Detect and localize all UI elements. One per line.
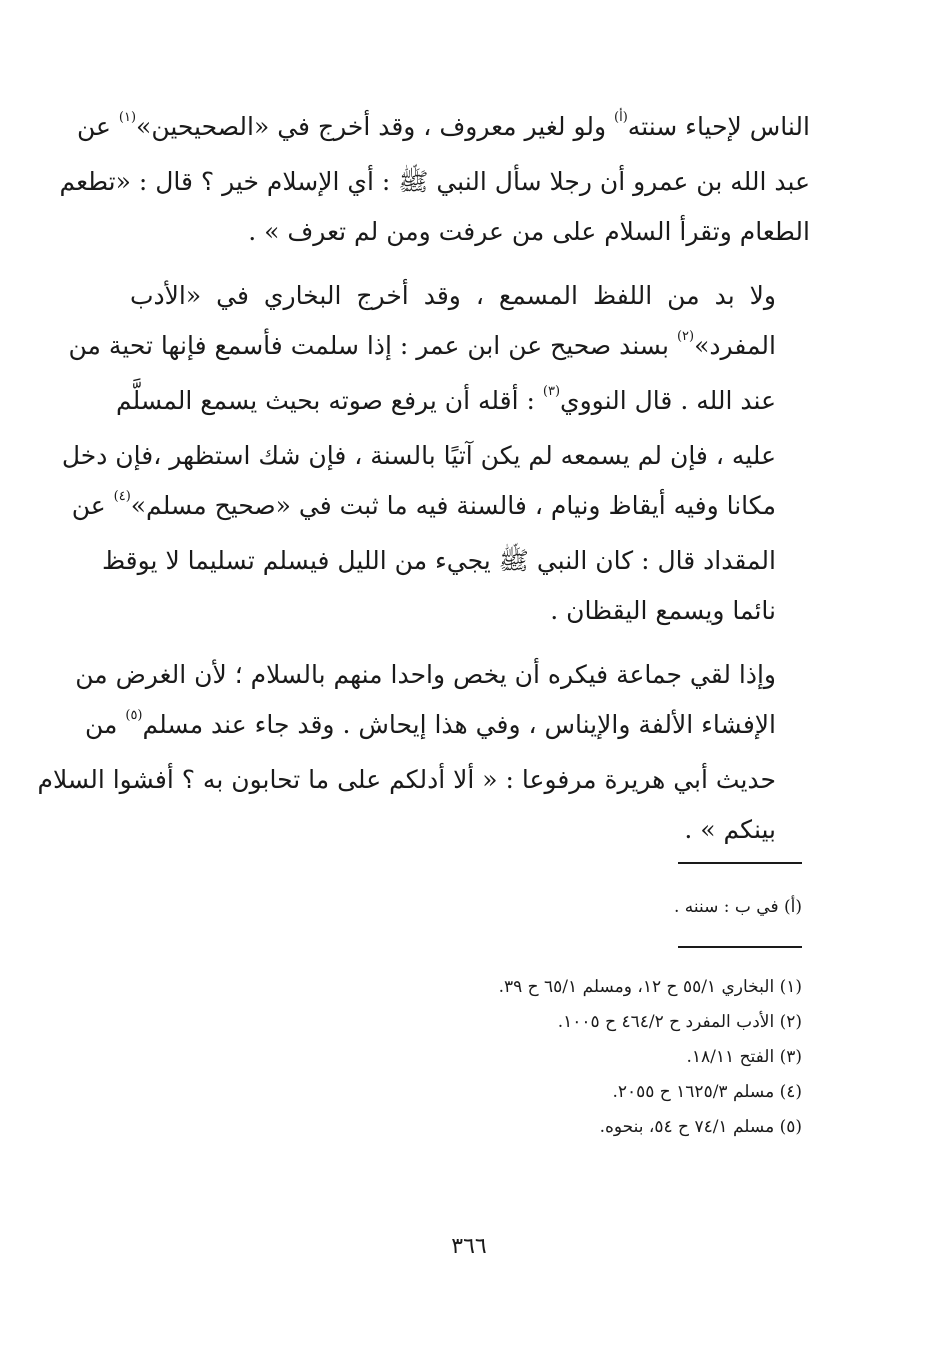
footnote-separator-sources xyxy=(678,946,802,948)
footnote-item: (٣) الفتح ١٨/١١. xyxy=(686,1047,802,1067)
paragraph-line: حديث أبي هريرة مرفوعا : « ألا أدلكم على ما تحابون به ؟ أفشوا السلام xyxy=(37,765,776,794)
paragraph-line: الإفشاء الألفة والإيناس ، وفي هذا إيحاش . وقد جاء عند مسلم$^{(٥)}$ من xyxy=(84,708,776,739)
paragraph-line: عند الله . قال النووي$^{(٣)}$ : أقله أن يرفع صوته بحيث يسمع المسلَّم xyxy=(116,384,776,415)
footnote-item: (٤) مسلم ١٦٢٥/٣ ح ٢٠٥٥. xyxy=(612,1082,802,1102)
paragraph-line: بينكم » . xyxy=(684,815,776,844)
footnote-separator-variant xyxy=(678,862,802,864)
footnote-marker: (٥) xyxy=(125,708,143,723)
footnote-item: (١) البخاري ٥٥/١ ح ١٢، ومسلم ٦٥/١ ح ٣٩. xyxy=(498,977,802,997)
footnote-item: (٢) الأدب المفرد ح ٤٦٤/٢ ح ١٠٠٥. xyxy=(557,1012,802,1032)
footnote-marker: (٢) xyxy=(676,329,695,344)
paragraph-3 xyxy=(37,650,810,855)
paragraph-line: مكانا وفيه أيقاظ ونيام ، فالسنة فيه ما ثبت في «صحيح مسلم»$^{(٤)}$ عن xyxy=(71,489,776,520)
paragraph-line: الناس لإحياء سنته$^{(أ)}$ ولو لغير معروف ، وقد أخرج في «الصحيحين»$^{(١)}$ عن xyxy=(76,110,810,141)
paragraph-1 xyxy=(59,102,810,257)
paragraph-2 xyxy=(61,271,810,636)
paragraph-line: عبد الله بن عمرو أن رجلا سأل النبي ﷺ : أي الإسلام خير ؟ قال : «تطعم xyxy=(59,167,810,196)
footnote-marker: (٤) xyxy=(113,489,131,504)
paragraph-line: المقداد قال : كان النبي ﷺ يجيء من الليل فيسلم تسليما لا يوقظ xyxy=(101,546,776,575)
paragraph-line: ولا بد من اللفظ المسمع ، وقد أخرج البخاري في «الأدب xyxy=(130,281,776,310)
paragraph-line: الطعام وتقرأ السلام على من عرفت ومن لم تعرف » . xyxy=(248,217,810,246)
footnote-marker: (أ) xyxy=(614,110,628,125)
footnote-marker: (١) xyxy=(118,110,137,125)
main-text xyxy=(37,102,810,869)
variant-note: (أ) في ب : سننه . xyxy=(673,897,802,917)
footnote-list xyxy=(242,970,802,1145)
paragraph-line: عليه ، فإن لم يسمعه لم يكن آتيًا بالسنة ، فإن شك استظهر ،فإن دخل xyxy=(61,441,776,470)
footnote-marker: (٣) xyxy=(542,384,561,399)
page-number: ٣٦٦ xyxy=(451,1234,487,1259)
paragraph-line: نائما ويسمع اليقظان . xyxy=(550,596,776,625)
paragraph-line: المفرد»$^{(٢)}$ بسند صحيح عن ابن عمر : إذا سلمت فأسمع فإنها تحية من xyxy=(68,329,776,360)
footnote-item: (٥) مسلم ٧٤/١ ح ٥٤، بنحوه. xyxy=(599,1117,802,1137)
paragraph-line: وإذا لقي جماعة فيكره أن يخص واحدا منهم بالسلام ؛ لأن الغرض من xyxy=(75,660,776,689)
